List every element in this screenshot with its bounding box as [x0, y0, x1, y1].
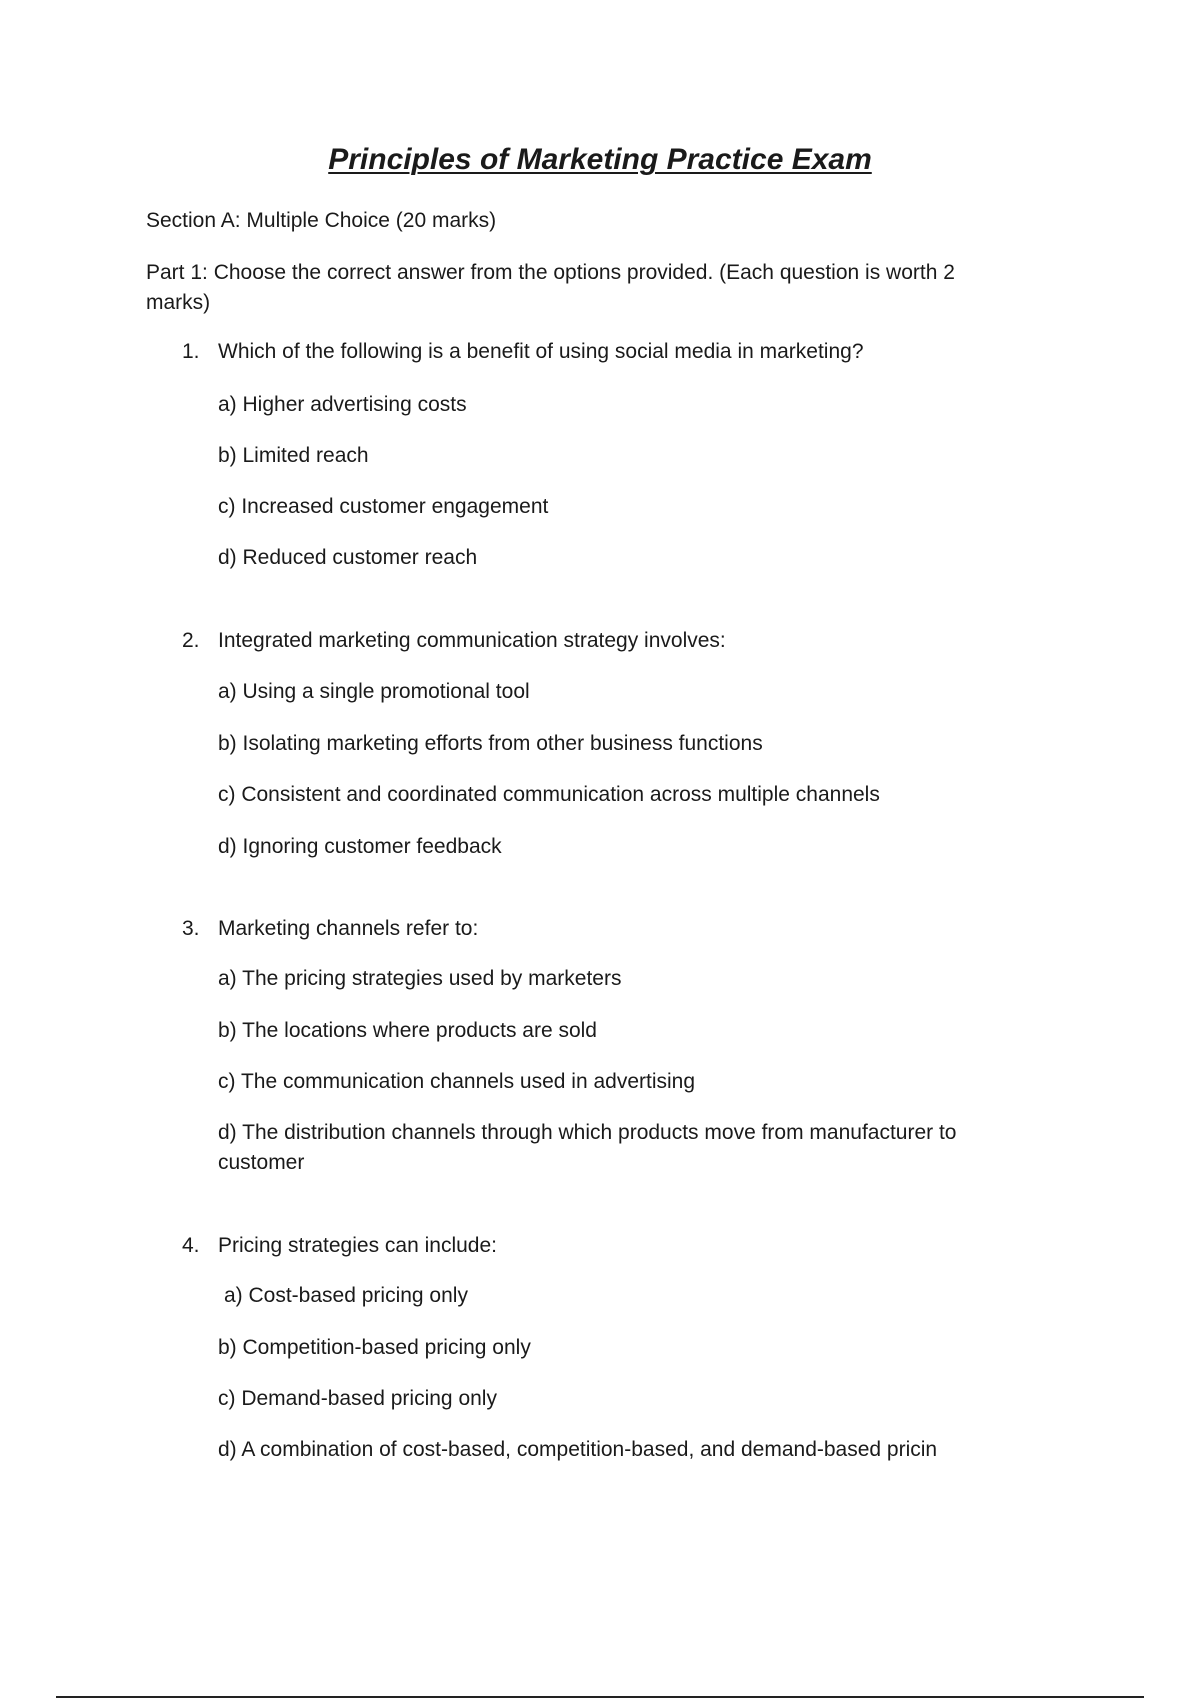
answer-option: b) Competition-based pricing only [218, 1336, 531, 1359]
question-number: 4. [182, 1234, 200, 1257]
question-text: Integrated marketing communication strategy involves: [218, 629, 726, 652]
part-instruction: Part 1: Choose the correct answer from the options provided. (Each question is worth 2 marks) [146, 261, 955, 314]
section-heading: Section A: Multiple Choice (20 marks) [146, 209, 497, 232]
answer-option: d) Ignoring customer feedback [218, 835, 502, 858]
answer-option: a) Higher advertising costs [218, 393, 467, 416]
answer-option: d) The distribution channels through which products move from manufacturer to customer [218, 1121, 957, 1174]
answer-option: d) Reduced customer reach [218, 546, 478, 569]
question-text: Marketing channels refer to: [218, 917, 479, 940]
page-title: Principles of Marketing Practice Exam [328, 143, 872, 176]
question-number: 3. [182, 917, 200, 940]
answer-option: c) The communication channels used in advertising [218, 1070, 696, 1093]
answer-option: b) Limited reach [218, 444, 369, 467]
question-number: 2. [182, 629, 200, 652]
answer-option: a) The pricing strategies used by marketers [218, 967, 622, 990]
answer-option: b) The locations where products are sold [218, 1019, 597, 1042]
answer-option: c) Increased customer engagement [218, 495, 549, 518]
answer-option: a) Cost-based pricing only [224, 1284, 468, 1307]
question-number: 1. [182, 340, 200, 363]
answer-option: d) A combination of cost-based, competition-based, and demand-based pricin [218, 1438, 938, 1461]
answer-option: c) Demand-based pricing only [218, 1387, 497, 1410]
question-text: Which of the following is a benefit of using social media in marketing? [218, 340, 864, 363]
question-text: Pricing strategies can include: [218, 1234, 497, 1257]
page-divider [56, 1696, 1144, 1698]
answer-option: b) Isolating marketing efforts from other business functions [218, 732, 763, 755]
answer-option: c) Consistent and coordinated communication across multiple channels [218, 783, 880, 806]
answer-option: a) Using a single promotional tool [218, 680, 530, 703]
